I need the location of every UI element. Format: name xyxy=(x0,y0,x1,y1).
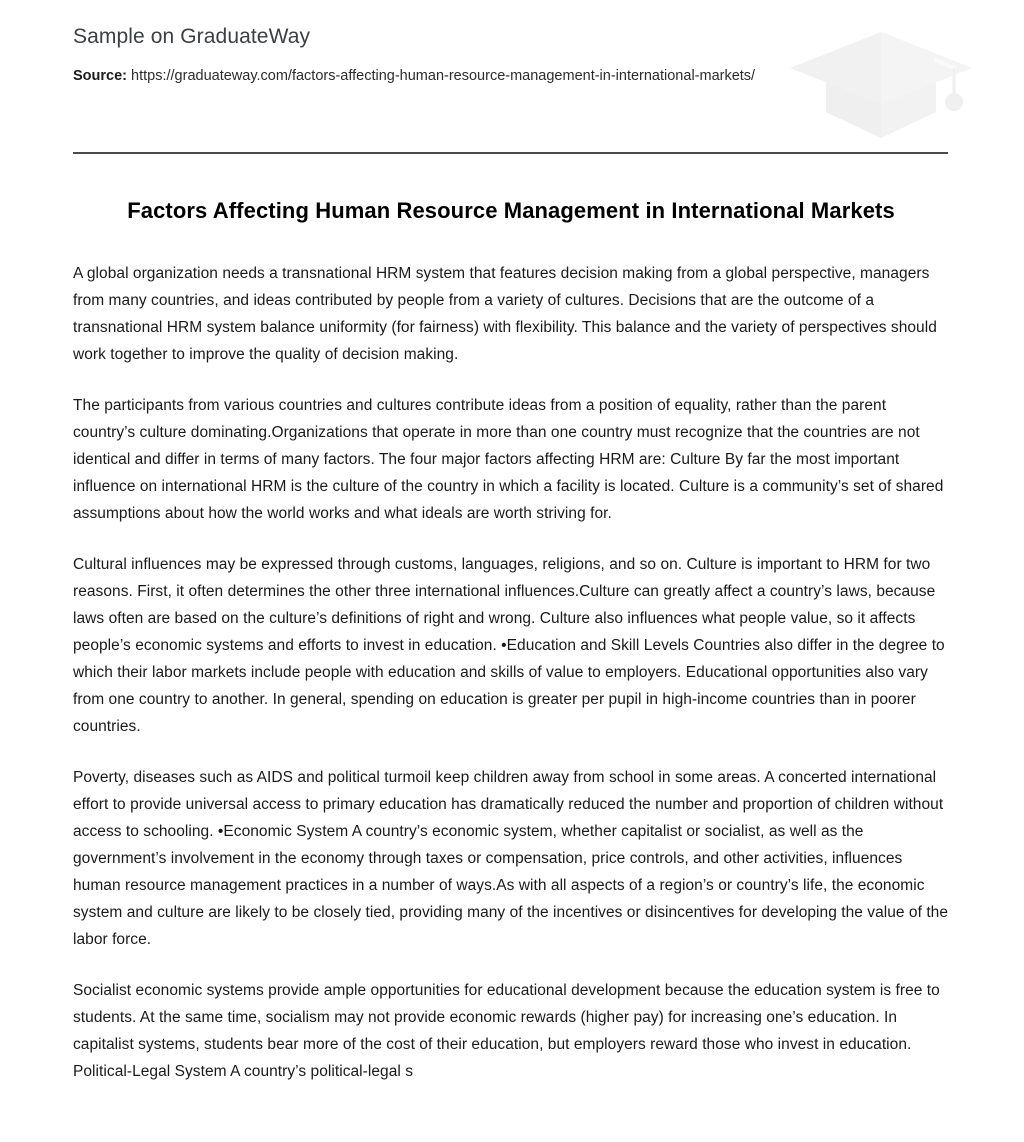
paragraph: Poverty, diseases such as AIDS and political turmoil keep children away from school in some areas. A concerted international effort to provide universal access to primary education has dramatically reduced the number and proportion of children without access to schooling. •Economic System A country’s economic system, whether capitalist or socialist, as well as the government’s involvement in the economy through taxes or compensation, price controls, and other activities, influences human resource management practices in a number of ways.As with all aspects of a region’s or country’s life, the economic system and culture are likely to be closely tied, providing many of the incentives or disincentives for developing the value of the labor force. xyxy=(73,769,949,948)
page-title: Factors Affecting Human Resource Management in International Markets xyxy=(127,198,895,223)
document-header xyxy=(73,24,948,87)
source-url-link[interactable]: https://graduateway.com/factors-affecting-human-resource-management-in-international-markets/ xyxy=(131,68,756,84)
source-line xyxy=(73,66,763,87)
paragraph: A global organization needs a transnational HRM system that features decision making from a global perspective, managers from many countries, and ideas contributed by people from a variety of cultures. Decisions that are the outcome of a transnational HRM system balance uniformity (for fairness) with flexibility. This balance and the variety of perspectives should work together to improve the quality of decision making. xyxy=(73,265,937,363)
header-divider xyxy=(73,152,948,154)
article xyxy=(73,196,949,1085)
article-body xyxy=(73,260,949,1085)
paragraph: Cultural influences may be expressed through customs, languages, religions, and so on. Culture is important to HRM for two reasons. First, it often determines the other three international influences.Culture can greatly affect a country’s laws, because laws often are based on the culture’s definitions of right and wrong. Culture also influences what people value, so it affects people’s economic systems and efforts to invest in education. •Education and Skill Levels Countries also differ in the degree to which their labor markets include people with education and skills of value to employers. Educational opportunities also vary from one country to another. In general, spending on education is greater per pupil in high-income countries than in poorer countries. xyxy=(73,556,945,735)
paragraph: Socialist economic systems provide ample opportunities for educational development because the education system is free to students. At the same time, socialism may not provide economic rewards (higher pay) for increasing one’s education. In capitalist systems, students bear more of the cost of their education, but employers reward those who invest in education. Political-Legal System A country’s political-legal s xyxy=(73,982,940,1080)
paragraph: The participants from various countries and cultures contribute ideas from a position of equality, rather than the parent country’s culture dominating.Organizations that operate in more than one country must recognize that the countries are not identical and differ in terms of many factors. The four major factors affecting HRM are: Culture By far the most important influence on international HRM is the culture of the country in which a facility is located. Culture is a community’s set of shared assumptions about how the world works and what ideals are worth striving for. xyxy=(73,397,944,522)
brand-title: Sample on GraduateWay xyxy=(73,25,311,48)
source-label: Source: xyxy=(73,68,127,84)
